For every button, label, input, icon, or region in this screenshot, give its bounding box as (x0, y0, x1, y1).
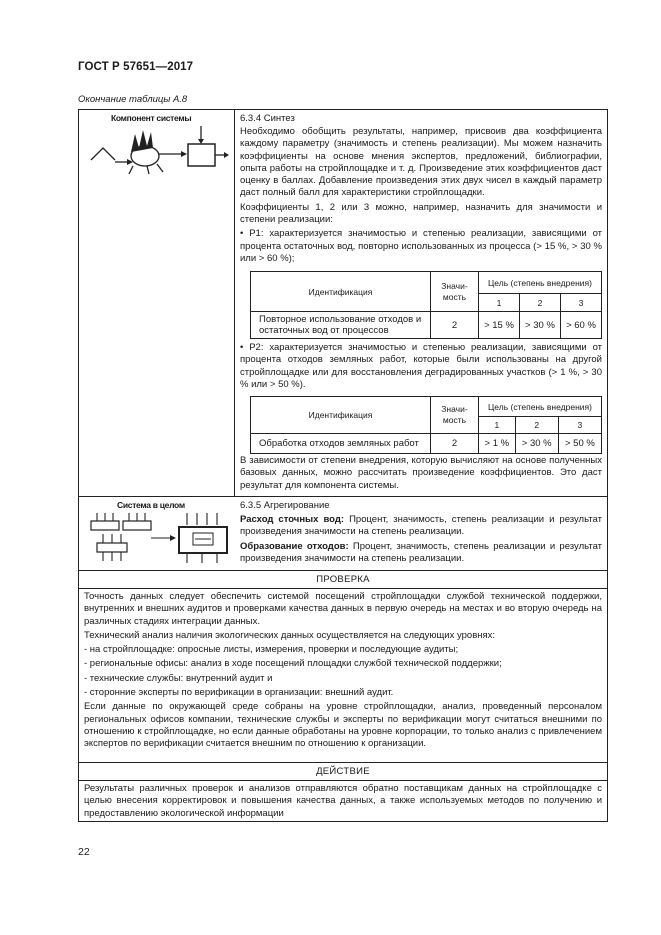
row-divider (79, 780, 607, 781)
p1-level-2: 2 (519, 294, 560, 312)
synthesis-paragraph-2: Коэффициенты 1, 2 или 3 можно, например, назначить для значимости и степени реализации: (240, 201, 602, 226)
p1-description: • P1: характеризуется значимостью и степенью реализации, зависящими от процента остаточных вод, повторно использованных из процесса (> 15 %, > 30 % или > 60 %); (240, 228, 602, 264)
table-caption: Окончание таблицы А.8 (78, 94, 188, 105)
waste-generation-item (240, 541, 602, 566)
p1-level-1: 1 (479, 294, 520, 312)
verification-level-2: - региональные офисы: анализ в ходе посещений площадки службой технической поддержки; (84, 658, 502, 670)
action-text: Результаты различных проверок и анализов отправляются обратно поставщикам данных на стройплощадке с целью внесения корректировок и повышения качества данных, а также используемых методов по получению и предоставлению экологической информации (84, 783, 602, 819)
row-divider (79, 570, 607, 571)
verification-text (84, 591, 602, 753)
figure-title-system-component: Компонент системы (111, 113, 192, 123)
p2-row-value-1: > 1 % (479, 434, 516, 454)
system-component-diagram (89, 124, 229, 176)
p2-description: • P2: характеризуется значимостью и степенью реализации, зависящими от процента отходов земляных работ, которые были использованы на другой стройплощадке или для восстановления деградированных участков (> 1 %, > 30 % или > 50 %). (240, 342, 602, 390)
verification-paragraph-3: Если данные по окружающей среде собраны на уровне стройплощадки, анализ, проведенный персоналом региональных офисов компании, технические службы и эксперты по верификации могут считаться внешними по отношению к стройплощадке, но если данные обработаны на уровне корпорации, то только анализ с привлечением экспертов по верификации считается внешним по отношению к организации. (84, 701, 602, 750)
verification-level-4: - сторонние эксперты по верификации в организации: внешний аудит. (84, 687, 394, 699)
p1-row-value-3: > 60 % (560, 312, 601, 339)
waste-generation-text: Процент, значимость, степень реализации и результат произведения значимости на степень реализации. (240, 540, 602, 564)
p2-level-3: 3 (558, 417, 601, 434)
p1-row-significance: 2 (431, 312, 479, 339)
synthesis-paragraph-1: Необходимо обобщить результаты, например, присвоив два коэффициента каждому параметру (значимость и степень реализации). Мы можем назначить коэффициенты на основе мнения экспертов, предложений, библиографии, опыта работы на стройплощадке и т. д. Произведение этих коэффициентов даст оценку в баллах. Добавление произведения этих двух чисел в каждый параметр даст полный балл для характеристики стройплощадки. (240, 126, 602, 199)
verification-paragraph-1: Точность данных следует обеспечить системой посещений стройплощадки службой технической поддержки, внутренних и внешних аудитов и проверками качества данных в первую очередь на местах и во вторую очередь на различных стадиях интеграции данных. (84, 591, 602, 627)
row-divider (79, 588, 607, 589)
document-header: ГОСТ Р 57651—2017 (78, 61, 194, 73)
p2-row-significance: 2 (431, 434, 479, 454)
p1-level-3: 3 (560, 294, 601, 312)
p1-header-significance: Значи- мость (431, 272, 479, 312)
p1-table (250, 271, 602, 339)
p1-row-label: Повторное использование отходов и остаточных вод от процессов (251, 312, 431, 339)
p1-header-goal: Цель (степень внедрения) (479, 272, 602, 294)
p2-level-1: 1 (479, 417, 516, 434)
waste-generation-label: Образование отходов: (240, 540, 349, 552)
page-number: 22 (78, 846, 90, 858)
p2-level-2: 2 (515, 417, 558, 434)
row-divider (79, 496, 607, 497)
wastewater-text: Процент, значимость, степень реализации и результат произведения значимости на степень реализации. (240, 514, 602, 538)
p2-table (250, 396, 602, 454)
p2-row-value-3: > 50 % (558, 434, 601, 454)
figure-title-whole-system: Система в целом (117, 500, 185, 510)
column-divider (234, 110, 235, 496)
table-a8 (78, 109, 608, 822)
action-title: ДЕЙСТВИЕ (316, 766, 370, 777)
p2-row-label: Обработка отходов земляных работ (251, 434, 431, 454)
synthesis-text (240, 126, 602, 267)
p1-row-value-2: > 30 % (519, 312, 560, 339)
wastewater-label: Расход сточных вод: (240, 514, 345, 525)
p2-row-value-2: > 30 % (515, 434, 558, 454)
verification-level-1: - на стройплощадке: опросные листы, измерения, проверки и последующие аудиты; (84, 644, 459, 656)
aggregation-text (240, 514, 602, 567)
p1-header-identification: Идентификация (251, 272, 431, 312)
whole-system-diagram (87, 511, 232, 567)
verification-paragraph-2: Технический анализ наличия экологических данных осуществляется на следующих уровнях: (84, 629, 496, 641)
verification-title: ПРОВЕРКА (316, 574, 370, 585)
p2-header-goal: Цель (степень внедрения) (479, 397, 602, 417)
synthesis-conclusion: В зависимости от степени внедрения, которую вычисляют на основе полученных базовых данных, можно рассчитать произведение коэффициентов. Это даст результат для компонента системы. (240, 455, 602, 491)
section-title-aggregation: 6.3.5 Агрегирование (240, 500, 330, 511)
p2-header-identification: Идентификация (251, 397, 431, 434)
section-title-synthesis: 6.3.4 Синтез (240, 113, 295, 124)
verification-level-3: - технические службы: внутренний аудит и (84, 672, 273, 684)
row-divider (79, 762, 607, 763)
wastewater-item (240, 514, 602, 539)
p1-row-value-1: > 15 % (479, 312, 520, 339)
p2-header-significance: Значи- мость (431, 397, 479, 434)
